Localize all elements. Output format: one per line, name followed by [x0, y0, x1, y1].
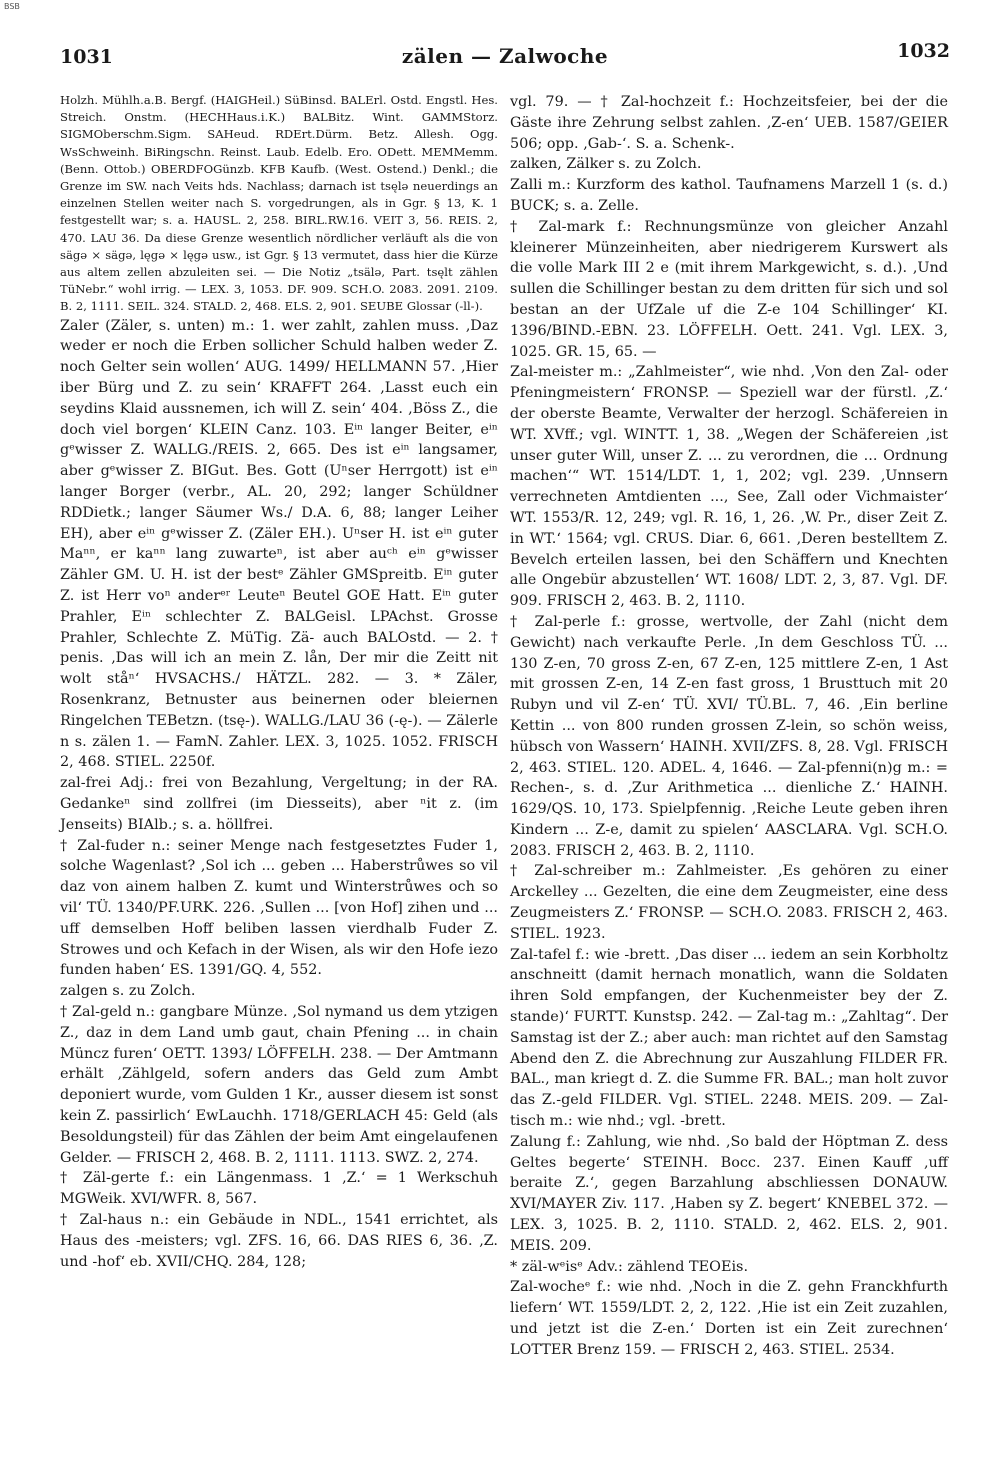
dialect-note: Holzh. Mühlh.a.B. Bergf. (HAIGHeil.) SüBinsd. BALErl. Ostd. Engstl. Hes. Streich. Onstm. (HECHHaus.i.K.) BALBitz. Wint. GAMMStorz. SIGMOberschm.Sigm. SAHeud. RDErt.Dürm. Betz. Allesh. Ogg. WsSchweinh. BiRingschn. Reinst. Laub. Edelb. Ero. ODett. MEMMemm. (Benn. Ottob.) OBERDFOGünzb. KFB Kaufb. (West. Ostend.) Denkl.; die Grenze im SW. nach Veits hds. Nachlass; darnach ist tsęlə neuerdings an einzelnen Stellen weiter nach S. vorgedrungen, als in Ggr. § 13, K. 1 festgestellt war; s. a. HAUSL. 2, 258. BIRL.RW.16. VEIT 3, 56. REIS. 2, 470. LAU 36. Da diese Grenze wesentlich nördlicher verläuft als die von sägə × sägə, lęgə × lęgə usw., ist Ggr. § 13 vermutet, dass hier die Kürze aus altem zellen abzuleiten sei. — Die Notiz „tsälə, Part. tsęlt zählen TüNebr.“ wohl irrig. — LEX. 3, 1053. DF. 909. SCH.O. 2083. 2091. 2109. B. 2, 1111. SEIL. 324. STALD. 2, 468. ELS. 2, 901. SEUBE Glossar (-ll-). [60, 93, 498, 314]
entry-zal-tafel: Zal-tafel f.: wie -brett. ‚Das diser ... iedem an sein Korbholtz anschneitt (damit hernach monatlich, wann die Soldaten ihren Sold empfangen, der Kuchenmeister bey der Z. stande)‘ FURTT. Kunstsp. 242. — Zal-tag m.: „Zahltag“. Der Samstag ist der Z.; aber auch: man richtet auf den Samstag Abend den Z. die Abrechnung zur Auszahlung FILDER FR. BAL., man kriegt d. Z. die Summe FR. BAL.; man holt zuvor das Z.-geld FILDER. Vgl. STIEL. 2248. MEIS. 209. — Zal-tisch m.: wie nhd.; vgl. -brett. [510, 946, 948, 1130]
entry-zaler: Zaler (Zäler, s. unten) m.: 1. wer zahlt, zahlen muss. ‚Daz weder er noch die Erben sollicher Schuld halben weder Z. noch Gelter sein wollen‘ AUG. 1499/ HELLMANN 57. ‚Hier iber Bürg und Z. zu sein‘ KRAFFT 264. ‚Lasst euch ein seydins Klaid aussnemen, ich will Z. sein‘ 404. ‚Böss Z., die doch viel borgen‘ KLEIN Canz. 103. Eⁱⁿ langer Beiter, eⁱⁿ gᵉwisser Z. WALLG./REIS. 2, 665. Des ist eⁱⁿ langsamer, aber gᵉwisser Z. BIGut. Bes. Gott (Uⁿser Herrgott) ist eⁱⁿ langer Borger (verbr., AL. 20, 292; langer Schüldner RDDietk.; langer Säumer Ws./ D.A. 6, 88; langer Leiher EH), aber eⁱⁿ gᵉwisser Z. (Zäler EH.). Uⁿser H. ist eⁱⁿ guter Maⁿⁿ, er kaⁿⁿ lang zuwarteⁿ, ist aber auᶜʰ eⁱⁿ gᵉwisser Zähler GM. U. H. ist der bestᵉ Zähler GMSpreitb. Eⁱⁿ guter Z. ist Herr voⁿ anderᵉʳ Leuteⁿ Beutel GOE Hatt. Eⁱⁿ guter Prahler, Eⁱⁿ schlechter Z. BALGeisl. LPAchst. Grosse Prahler, Schlechte Z. MüTig. Zä- auch BALOstd. — 2. † penis. ‚Das will ich an mein Z. lån, Der mir die Zeitt nit wolt ståⁿ‘ HVSACHS./ HÄTZL. 282. — 3. * Zäler, Rosenkranz, Betnuster aus beinernen oder bleiernen Ringelchen TEBetzn. (tsę-). WALLG./LAU 36 (-ę-). — Zälerle n s. zälen 1. — FamN. Zahler. LEX. 3, 1025. 1052. FRISCH 2, 468. STIEL. 2250f. [60, 317, 498, 771]
entry-zal-gerte: † Zäl-gerte f.: ein Längenmass. 1 ‚Z.‘ = 1 Werkschuh MGWeik. XVI/WFR. 8, 567. [60, 1170, 498, 1208]
running-head: zälen — Zalwoche [401, 44, 609, 68]
entry-zal-frei: zal-frei Adj.: frei von Bezahlung, Vergeltung; in der RA. Gedankeⁿ sind zollfrei (im Diesseits), aber ⁿit z. (im Jenseits) BIAlb.; s. a. höllfrei. [60, 775, 498, 833]
entry-zal-meister: Zal-meister m.: „Zahlmeister“, wie nhd. ‚Von den Zal- oder Pfeningmeistern‘ FRONSP. — Speziell war der fürstl. ‚Z.‘ der oberste Beamte, Verwalter der herzogl. Schäfereien in WT. XVff.; vgl. WINTT. 1, 38. „Wegen der Schäfereien ‚ist unser guter Will, unser Z. ... zu verordnen, die ... Ordnung machen‘“ WT. 1514/LDT. 1, 1, 202; vgl. 239. ‚Unnsern verrechneten Amtdienten ..., See, Zall oder Vichmaister‘ WT. 1553/R. 12, 249; vgl. R. 16, 1, 26. ‚W. Pr., diser Zeit Z. in WT.‘ 1564; vgl. CRUS. Diar. 6, 661. ‚Deren bestelltem Z. Bevelch erteilen lassen, bei den Schäffern und Knechten alle Ongebür abzustellen‘ WT. 1608/ LDT. 2, 3, 87. Vgl. DF. 909. FRISCH 2, 463. B. 2, 1110. [510, 364, 948, 610]
entry-zal-hochzeit: vgl. 79. — † Zal-hochzeit f.: Hochzeitsfeier, bei der die Gäste ihre Zehrung selbst zahlen. ‚Z-en‘ UEB. 1587/GEIER 506; opp. ‚Gab-‘. S. a. Schenk-. [510, 94, 948, 152]
entry-zal-fuder: † Zal-fuder n.: seiner Menge nach festgesetztes Fuder 1, solche Wagenlast? ‚Sol ich ... geben ... Haberstrůwes so vil daz von ainem halben Z. kumt und Winterstrůwes och so vil‘ TÜ. 1340/PF.URK. 226. ‚Sullen ... [von Hof] zihen und ... uff demselben Hoff beliben lassen vierdhalb Fuder Z. Strowes und och Kefach in der Wisen, als wir den Hofe iezo funden haben‘ ES. 1391/GQ. 4, 552. [60, 837, 498, 979]
entry-zal-schreiber: † Zal-schreiber m.: Zahlmeister. ‚Es gehören zu einer Arckelley ... Gezelten, die eine dem Zeugmeister, eine dess Zeugmeisters Z.‘ FRONSP. — SCH.O. 2083. FRISCH 2, 463. STIEL. 1923. [510, 863, 948, 942]
entry-zalgen: zalgen s. zu Zolch. [60, 983, 196, 1000]
page-number-left: 1031 [60, 46, 113, 68]
left-column [60, 92, 498, 1272]
entry-zal-haus: † Zal-haus n.: ein Gebäude in NDL., 1541 errichtet, als Haus des -meisters; vgl. ZFS. 16, 66. DAS RIES 6, 36. ‚Z. und -hof‘ eb. XVII/CHQ. 284, 128; [60, 1211, 498, 1270]
page-number-right: 1032 [897, 40, 950, 62]
entry-zal-perle: † Zal-perle f.: grosse, wertvolle, der Zahl (nicht dem Gewicht) nach verkaufte Perle. ‚In dem Geschloss TÜ. ... 130 Z-en, 70 gross Z-en, 67 Z-en, 125 mittlere Z-en, 1 Ast mit grossen Z-en, 14 Z-en fast gross, 1 Brusttuch mit 20 Rubyn und vil Z-en‘ TÜ. XVI/ TÜ.BL. 7, 46. ‚Ein berline Kettin ... von 800 runden grossen Z-lein, so schön weiss, hübsch von Wassern‘ HAINH. XVII/ZFS. 8, 28. Vgl. FRISCH 2, 463. STIEL. 120. ADEL. 4, 1646. — Zal-pfenni(n)g m.: = Rechen-, s. d. ‚Zur Arithmetica ... dienliche Z.‘ HAINH. 1629/QS. 10, 173. Spielpfennig. ‚Reiche Leute geben ihren Kindern ... Z-e, damit zu spielen‘ AASCLARA. Vgl. SCH.O. 2083. FRISCH 2, 463. B. 2, 1110. [510, 613, 948, 859]
entry-zal-woche: Zal-wocheᵉ f.: wie nhd. ‚Noch in die Z. gehn Franckhfurth liefern‘ WT. 1559/LDT. 2, 2, 122. ‚Hie ist ein Zeit zuzahlen, und jetzt ist die Z-en.‘ Dorten ist ein Zeit zurechnen‘ LOTTER Brenz 159. — FRISCH 2, 463. STIEL. 2534. [510, 1279, 948, 1358]
page-header [60, 38, 950, 74]
entry-zalken: zalken, Zälker s. zu Zolch. [510, 156, 702, 173]
entry-zalung: Zalung f.: Zahlung, wie nhd. ‚So bald der Höptman Z. dess Geltes begerte‘ STEINH. Bocc. 237. Einen Kauff ‚uff beraite Z.‘, gegen Barzahlung abschliessen DONAUW. XVI/MAYER Ziv. 117. ‚Haben sy Z. begert‘ KNEBEL 372. — LEX. 3, 1025. B. 2, 1110. STALD. 2, 462. ELS. 2, 901. MEIS. 209. [510, 1133, 948, 1254]
entry-zal-weise: * zäl-wᵉisᵉ Adv.: zählend TEOEis. [510, 1258, 749, 1275]
entry-zalli: Zalli m.: Kurzform des kathol. Taufnamens Marzell 1 (s. d.) BUCK; s. a. Zelle. [510, 177, 948, 214]
entry-zal-mark: † Zal-mark f.: Rechnungsmünze von gleicher Anzahl kleinerer Münzeinheiten, aber niedrigerem Kurswert als die volle Mark III 2 e (mit ihrem Markgewicht, s. d.). ‚Und sullen die Schillinger bestan zu dem dritten für sich und sol bestan an der UfZale uf die Z-e 104 Schillinger‘ KI. 1396/BIND.-EBN. 23. LÖFFELH. Oett. 241. Vgl. LEX. 3, 1025. GR. 15, 65. — [510, 218, 948, 360]
library-mark: BSB [4, 2, 20, 11]
right-column [510, 92, 948, 1361]
entry-zal-geld: † Zal-geld n.: gangbare Münze. ‚Sol nymand us dem ytzigen Z., daz in dem Land umb gaut, chain Pfening ... in chain Müncz furen‘ OETT. 1393/ LÖFFELH. 238. — Der Amtmann erhält ‚Zählgeld, sofern anders das Geld zum Ambt deponiert wurde, vom Gulden 1 Kr., ausser diesem ist sonst kein Z. passirlich‘ EwLauchh. 1718/GERLACH 45: Geld (als Besoldungsteil) für das Zählen der beim Amt eingelaufenen Gelder. — FRISCH 2, 468. B. 2, 1111. 1113. SWZ. 2, 274. [60, 1003, 498, 1166]
